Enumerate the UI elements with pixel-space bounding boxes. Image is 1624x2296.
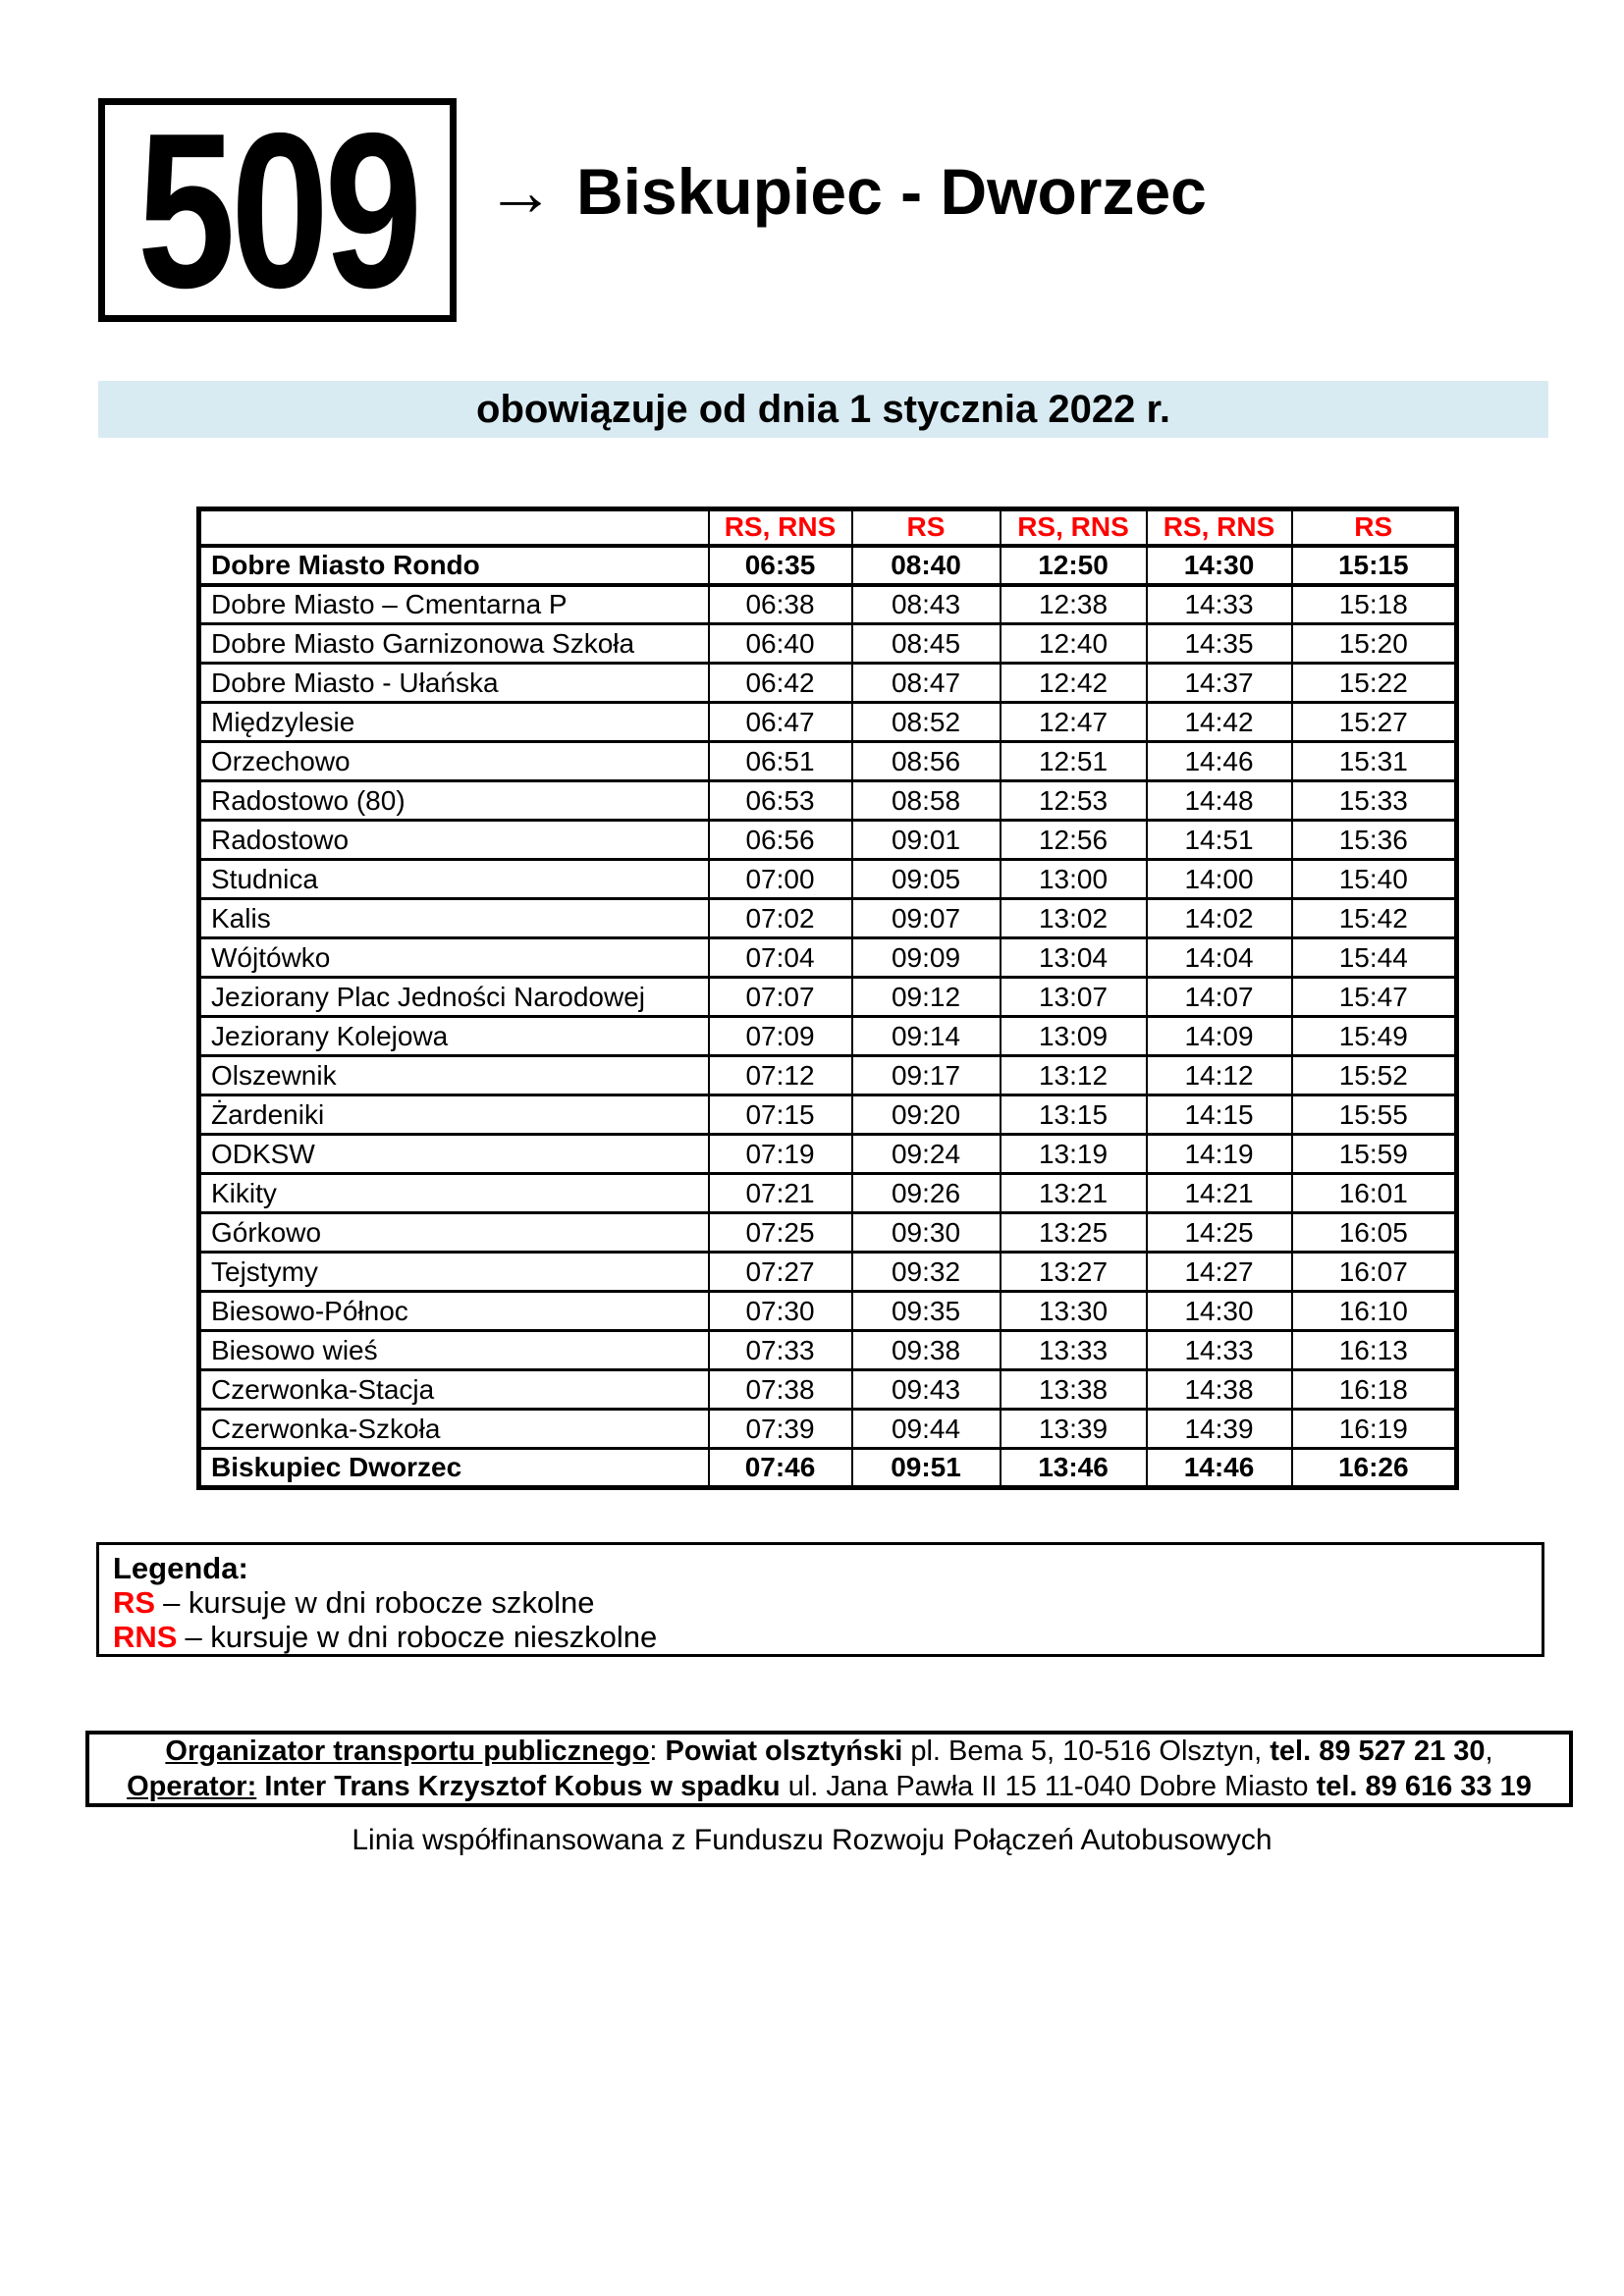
service-header-cell: RS, RNS [1147, 509, 1292, 546]
timetable-row [199, 1017, 1457, 1056]
departure-time-cell: 12:53 [1001, 781, 1147, 821]
departure-time-cell: 08:47 [852, 664, 1001, 703]
departure-time-cell: 08:40 [852, 546, 1001, 585]
arrow-right-icon: → [486, 153, 555, 230]
timetable-row [199, 1253, 1457, 1292]
stop-name-cell: Kikity [199, 1174, 709, 1213]
departure-time-cell: 06:56 [709, 821, 852, 860]
departure-time-cell: 12:38 [1001, 585, 1147, 624]
departure-time-cell: 08:58 [852, 781, 1001, 821]
stop-name-cell: Radostowo (80) [199, 781, 709, 821]
departure-time-cell: 13:21 [1001, 1174, 1147, 1213]
timetable-row [199, 742, 1457, 781]
legend-code: RNS [113, 1620, 178, 1654]
timetable-row [199, 546, 1457, 585]
departure-time-cell: 12:56 [1001, 821, 1147, 860]
departure-time-cell: 13:15 [1001, 1095, 1147, 1135]
timetable-row [199, 624, 1457, 664]
departure-time-cell: 15:44 [1292, 938, 1457, 978]
service-header-cell: RS [1292, 509, 1457, 546]
departure-time-cell: 14:25 [1147, 1213, 1292, 1253]
departure-time-cell: 15:36 [1292, 821, 1457, 860]
timetable-row [199, 1056, 1457, 1095]
departure-time-cell: 16:18 [1292, 1370, 1457, 1410]
departure-time-cell: 07:33 [709, 1331, 852, 1370]
departure-time-cell: 06:47 [709, 703, 852, 742]
legend-text: – kursuje w dni robocze nieszkolne [185, 1620, 658, 1654]
departure-time-cell: 13:30 [1001, 1292, 1147, 1331]
departure-time-cell: 14:30 [1147, 1292, 1292, 1331]
departure-time-cell: 14:19 [1147, 1135, 1292, 1174]
departure-time-cell: 16:01 [1292, 1174, 1457, 1213]
departure-time-cell: 14:30 [1147, 546, 1292, 585]
departure-time-cell: 09:32 [852, 1253, 1001, 1292]
timetable [196, 507, 1459, 1490]
route-title: Biskupiec - Dworzec [576, 155, 1207, 228]
departure-time-cell: 14:07 [1147, 978, 1292, 1017]
departure-time-cell: 16:05 [1292, 1213, 1457, 1253]
funding-note: Linia współfinansowana z Funduszu Rozwoju Połączeń Autobusowych [352, 1824, 1272, 1856]
departure-time-cell: 08:56 [852, 742, 1001, 781]
departure-time-cell: 12:50 [1001, 546, 1147, 585]
departure-time-cell: 16:19 [1292, 1410, 1457, 1449]
departure-time-cell: 09:05 [852, 860, 1001, 899]
stop-name-cell: Dobre Miasto Rondo [199, 546, 709, 585]
timetable-row [199, 1331, 1457, 1370]
departure-time-cell: 13:00 [1001, 860, 1147, 899]
departure-time-cell: 07:12 [709, 1056, 852, 1095]
timetable-row [199, 781, 1457, 821]
departure-time-cell: 13:25 [1001, 1213, 1147, 1253]
stop-name-cell: Tejstymy [199, 1253, 709, 1292]
timetable-row [199, 1135, 1457, 1174]
timetable-row [199, 585, 1457, 624]
organizer-phone: tel. 89 527 21 30 [1270, 1735, 1486, 1767]
departure-time-cell: 09:07 [852, 899, 1001, 938]
timetable-row [199, 1410, 1457, 1449]
departure-time-cell: 09:38 [852, 1331, 1001, 1370]
departure-time-cell: 13:27 [1001, 1253, 1147, 1292]
departure-time-cell: 13:12 [1001, 1056, 1147, 1095]
timetable-row [199, 899, 1457, 938]
timetable-row [199, 860, 1457, 899]
departure-time-cell: 13:19 [1001, 1135, 1147, 1174]
legend-box [96, 1542, 1544, 1657]
departure-time-cell: 07:04 [709, 938, 852, 978]
stop-name-cell: Wójtówko [199, 938, 709, 978]
departure-time-cell: 07:38 [709, 1370, 852, 1410]
departure-time-cell: 08:45 [852, 624, 1001, 664]
timetable-row [199, 1174, 1457, 1213]
departure-time-cell: 07:09 [709, 1017, 852, 1056]
operator-label: Operator: [127, 1771, 257, 1802]
departure-time-cell: 14:21 [1147, 1174, 1292, 1213]
organizer-address: pl. Bema 5, 10-516 Olsztyn, [902, 1735, 1271, 1767]
departure-time-cell: 09:09 [852, 938, 1001, 978]
stop-name-cell: Górkowo [199, 1213, 709, 1253]
timetable-row [199, 978, 1457, 1017]
operator-address: ul. Jana Pawła II 15 11-040 Dobre Miasto [780, 1771, 1317, 1802]
legend-text: – kursuje w dni robocze szkolne [163, 1585, 595, 1620]
departure-time-cell: 09:17 [852, 1056, 1001, 1095]
departure-time-cell: 13:09 [1001, 1017, 1147, 1056]
departure-time-cell: 07:30 [709, 1292, 852, 1331]
departure-time-cell: 14:04 [1147, 938, 1292, 978]
departure-time-cell: 13:07 [1001, 978, 1147, 1017]
departure-time-cell: 16:26 [1292, 1449, 1457, 1488]
stop-name-cell: Dobre Miasto – Cmentarna P [199, 585, 709, 624]
departure-time-cell: 06:40 [709, 624, 852, 664]
departure-time-cell: 16:13 [1292, 1331, 1457, 1370]
organizer-line [165, 1734, 1492, 1769]
legend-item [113, 1620, 1542, 1654]
timetable-row [199, 1449, 1457, 1488]
departure-time-cell: 09:01 [852, 821, 1001, 860]
departure-time-cell: 15:27 [1292, 703, 1457, 742]
departure-time-cell: 16:10 [1292, 1292, 1457, 1331]
departure-time-cell: 09:44 [852, 1410, 1001, 1449]
departure-time-cell: 07:25 [709, 1213, 852, 1253]
departure-time-cell: 06:38 [709, 585, 852, 624]
departure-time-cell: 14:12 [1147, 1056, 1292, 1095]
timetable-row [199, 1213, 1457, 1253]
departure-time-cell: 14:51 [1147, 821, 1292, 860]
departure-time-cell: 14:48 [1147, 781, 1292, 821]
departure-time-cell: 06:53 [709, 781, 852, 821]
organizer-label: Organizator transportu publicznego [165, 1735, 650, 1767]
departure-time-cell: 07:19 [709, 1135, 852, 1174]
route-number: 509 [136, 98, 418, 322]
departure-time-cell: 15:31 [1292, 742, 1457, 781]
timetable-row [199, 1292, 1457, 1331]
route-number-box [98, 98, 457, 322]
departure-time-cell: 07:21 [709, 1174, 852, 1213]
stop-name-cell: Dobre Miasto Garnizonowa Szkoła [199, 624, 709, 664]
operator-phone: tel. 89 616 33 19 [1316, 1771, 1532, 1802]
departure-time-cell: 15:55 [1292, 1095, 1457, 1135]
departure-time-cell: 07:07 [709, 978, 852, 1017]
departure-time-cell: 09:43 [852, 1370, 1001, 1410]
departure-time-cell: 09:35 [852, 1292, 1001, 1331]
departure-time-cell: 13:33 [1001, 1331, 1147, 1370]
departure-time-cell: 06:51 [709, 742, 852, 781]
departure-time-cell: 09:20 [852, 1095, 1001, 1135]
operator-name: Inter Trans Krzysztof Kobus w spadku [256, 1771, 781, 1802]
departure-time-cell: 14:46 [1147, 1449, 1292, 1488]
departure-time-cell: 12:40 [1001, 624, 1147, 664]
departure-time-cell: 14:46 [1147, 742, 1292, 781]
departure-time-cell: 06:42 [709, 664, 852, 703]
departure-time-cell: 15:47 [1292, 978, 1457, 1017]
departure-time-cell: 15:15 [1292, 546, 1457, 585]
stop-name-cell: Orzechowo [199, 742, 709, 781]
route-header [486, 153, 1207, 230]
departure-time-cell: 07:00 [709, 860, 852, 899]
stop-name-cell: ODKSW [199, 1135, 709, 1174]
departure-time-cell: 09:26 [852, 1174, 1001, 1213]
legend-item [113, 1585, 1542, 1620]
departure-time-cell: 09:24 [852, 1135, 1001, 1174]
corner-cell [199, 509, 709, 546]
organizer-box [85, 1731, 1573, 1807]
timetable-row [199, 938, 1457, 978]
departure-time-cell: 06:35 [709, 546, 852, 585]
departure-time-cell: 07:15 [709, 1095, 852, 1135]
departure-time-cell: 15:52 [1292, 1056, 1457, 1095]
departure-time-cell: 13:04 [1001, 938, 1147, 978]
legend-title: Legenda: [113, 1551, 248, 1585]
departure-time-cell: 14:27 [1147, 1253, 1292, 1292]
service-header-row [199, 509, 1457, 546]
departure-time-cell: 14:02 [1147, 899, 1292, 938]
departure-time-cell: 15:22 [1292, 664, 1457, 703]
timetable-row [199, 1095, 1457, 1135]
stop-name-cell: Kalis [199, 899, 709, 938]
stop-name-cell: Czerwonka-Stacja [199, 1370, 709, 1410]
departure-time-cell: 13:39 [1001, 1410, 1147, 1449]
departure-time-cell: 14:35 [1147, 624, 1292, 664]
departure-time-cell: 14:39 [1147, 1410, 1292, 1449]
departure-time-cell: 15:49 [1292, 1017, 1457, 1056]
departure-time-cell: 12:47 [1001, 703, 1147, 742]
departure-time-cell: 15:40 [1292, 860, 1457, 899]
service-header-cell: RS [852, 509, 1001, 546]
departure-time-cell: 07:02 [709, 899, 852, 938]
stop-name-cell: Jeziorany Plac Jedności Narodowej [199, 978, 709, 1017]
departure-time-cell: 08:52 [852, 703, 1001, 742]
departure-time-cell: 09:51 [852, 1449, 1001, 1488]
timetable-row [199, 821, 1457, 860]
operator-line [127, 1769, 1532, 1804]
service-header-cell: RS, RNS [709, 509, 852, 546]
stop-name-cell: Żardeniki [199, 1095, 709, 1135]
departure-time-cell: 14:15 [1147, 1095, 1292, 1135]
departure-time-cell: 14:38 [1147, 1370, 1292, 1410]
departure-time-cell: 13:38 [1001, 1370, 1147, 1410]
departure-time-cell: 14:09 [1147, 1017, 1292, 1056]
stop-name-cell: Olszewnik [199, 1056, 709, 1095]
stop-name-cell: Jeziorany Kolejowa [199, 1017, 709, 1056]
organizer-colon: : [649, 1735, 666, 1767]
organizer-suffix: , [1485, 1735, 1493, 1767]
departure-time-cell: 14:42 [1147, 703, 1292, 742]
stop-name-cell: Biskupiec Dworzec [199, 1449, 709, 1488]
timetable-row [199, 703, 1457, 742]
stop-name-cell: Dobre Miasto - Ułańska [199, 664, 709, 703]
departure-time-cell: 15:20 [1292, 624, 1457, 664]
timetable-row [199, 664, 1457, 703]
departure-time-cell: 14:00 [1147, 860, 1292, 899]
departure-time-cell: 14:33 [1147, 585, 1292, 624]
legend-code: RS [113, 1585, 156, 1620]
departure-time-cell: 15:42 [1292, 899, 1457, 938]
stop-name-cell: Biesowo-Północ [199, 1292, 709, 1331]
timetable-row [199, 1370, 1457, 1410]
stop-name-cell: Radostowo [199, 821, 709, 860]
validity-banner: obowiązuje od dnia 1 stycznia 2022 r. [98, 381, 1548, 438]
departure-time-cell: 09:12 [852, 978, 1001, 1017]
stop-name-cell: Czerwonka-Szkoła [199, 1410, 709, 1449]
departure-time-cell: 13:02 [1001, 899, 1147, 938]
departure-time-cell: 15:18 [1292, 585, 1457, 624]
departure-time-cell: 14:37 [1147, 664, 1292, 703]
departure-time-cell: 09:14 [852, 1017, 1001, 1056]
departure-time-cell: 12:42 [1001, 664, 1147, 703]
departure-time-cell: 07:46 [709, 1449, 852, 1488]
departure-time-cell: 07:39 [709, 1410, 852, 1449]
stop-name-cell: Biesowo wieś [199, 1331, 709, 1370]
departure-time-cell: 16:07 [1292, 1253, 1457, 1292]
departure-time-cell: 15:33 [1292, 781, 1457, 821]
departure-time-cell: 08:43 [852, 585, 1001, 624]
stop-name-cell: Studnica [199, 860, 709, 899]
stop-name-cell: Międzylesie [199, 703, 709, 742]
departure-time-cell: 09:30 [852, 1213, 1001, 1253]
departure-time-cell: 15:59 [1292, 1135, 1457, 1174]
departure-time-cell: 13:46 [1001, 1449, 1147, 1488]
service-header-cell: RS, RNS [1001, 509, 1147, 546]
departure-time-cell: 12:51 [1001, 742, 1147, 781]
departure-time-cell: 14:33 [1147, 1331, 1292, 1370]
departure-time-cell: 07:27 [709, 1253, 852, 1292]
organizer-name: Powiat olsztyński [665, 1735, 903, 1767]
